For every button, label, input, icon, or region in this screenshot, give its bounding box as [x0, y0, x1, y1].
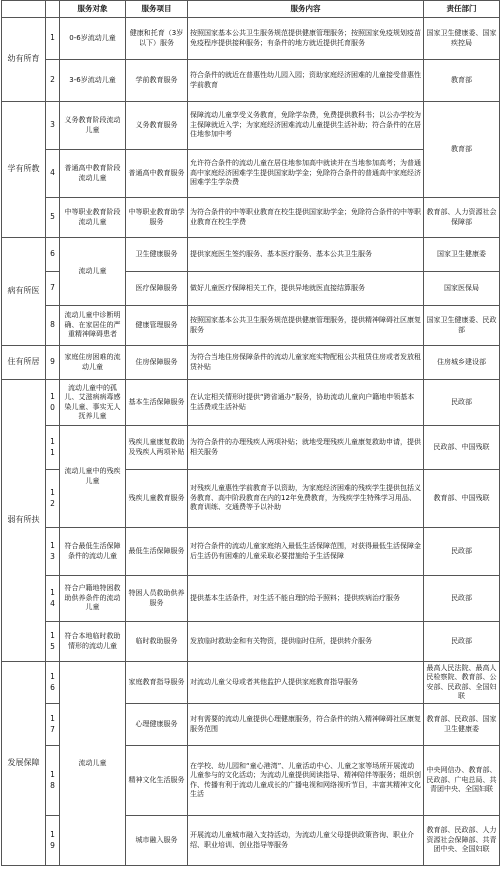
service-content: 为符合条件的办理残疾人两项补贴；就地受理残疾儿童康复救助申请，提供相关服务: [188, 426, 424, 470]
service-item: 特困人员救助供养服务: [126, 576, 188, 622]
service-object: 0-6岁流动儿童: [60, 18, 126, 60]
category-cell: 学有所教: [2, 102, 46, 238]
table-row: [2, 306, 500, 346]
responsible-dept: 国家卫生健康委: [424, 238, 500, 272]
table-row: [2, 622, 500, 662]
service-content: 为符合条件的中等职业教育在校生提供国家助学金；免除符合条件的中等职业教育在校生学费: [188, 198, 424, 238]
service-content: 提供家庭医生签约服务、基本医疗服务、基本公共卫生服务: [188, 238, 424, 272]
header-blank-2: [46, 1, 60, 18]
row-number: 2: [46, 60, 60, 102]
service-content: 符合条件的就近在普惠性幼儿园入园；资助家庭经济困难的儿童接受普惠性学前教育: [188, 60, 424, 102]
table-row: [2, 426, 500, 470]
responsible-dept: 教育部、民政部、国家卫生健康委: [424, 704, 500, 746]
row-number: 7: [46, 272, 60, 306]
service-object: 3-6岁流动儿童: [60, 60, 126, 102]
responsible-dept: 中央网信办、教育部、民政部、广电总局、共青团中央、全国妇联: [424, 746, 500, 816]
responsible-dept: 最高人民法院、最高人民检察院、教育部、公安部、民政部、全国妇联: [424, 662, 500, 704]
table-row: [2, 102, 500, 150]
service-content: 允许符合条件的流动儿童在居住地参加高中就读并在当地参加高考；为普通高中家庭经济困难学生提供国家助学金；免除符合条件的普通高中家庭经济困难学生学杂费: [188, 150, 424, 198]
table-row: [2, 662, 500, 704]
responsible-dept: 教育部、民政部、人力资源社会保障部、共青团中央、全国妇联: [424, 816, 500, 866]
service-object: 中等职业教育阶段流动儿童: [60, 198, 126, 238]
service-object: 符合最低生活保障条件的流动儿童: [60, 528, 126, 576]
responsible-dept: 国家医保局: [424, 272, 500, 306]
row-number: 15: [46, 622, 60, 662]
row-number: 17: [46, 704, 60, 746]
service-item: 卫生健康服务: [126, 238, 188, 272]
category-cell: 病有所医: [2, 238, 46, 346]
header-service-object: 服务对象: [60, 1, 126, 18]
header-row: [2, 1, 500, 18]
row-number: 9: [46, 346, 60, 380]
responsible-dept: 民政部: [424, 622, 500, 662]
service-content: 保障流动儿童享受义务教育，免除学杂费，免费提供教科书；以公办学校为主保障就近入学；为家庭经济困难流动儿童提供生活补助；符合条件的在居住地参加中考: [188, 102, 424, 150]
service-object: 普通高中教育阶段流动儿童: [60, 150, 126, 198]
responsible-dept: 民政部: [424, 380, 500, 426]
responsible-dept: 民政部: [424, 528, 500, 576]
service-item: 最低生活保障服务: [126, 528, 188, 576]
service-item: 住房保障服务: [126, 346, 188, 380]
table-row: [2, 380, 500, 426]
service-content: 为符合当地住房保障条件的流动儿童家庭实物配租公共租赁住房或者发放租赁补贴: [188, 346, 424, 380]
service-item: 心理健康服务: [126, 704, 188, 746]
responsible-dept: 教育部、人力资源社会保障部: [424, 198, 500, 238]
service-object: 流动儿童中的残疾儿童: [60, 426, 126, 528]
row-number: 3: [46, 102, 60, 150]
service-content: 对流动儿童父母或者其他监护人提供家庭教育指导服务: [188, 662, 424, 704]
service-item: 普通高中教育服务: [126, 150, 188, 198]
service-content: 在学校、幼儿园和“童心港湾”、儿童活动中心、儿童之家等场所开展流动儿童参与的文化活动；为流动儿童提供阅读指导、精神陪伴等服务；组织创作、传播有利于流动儿童成长的广播电视和网络视听节目，丰富其精神文化生活: [188, 746, 424, 816]
service-item: 残疾儿童康复救助及残疾人两项补贴: [126, 426, 188, 470]
service-object: 家庭住房困难的流动儿童: [60, 346, 126, 380]
service-content: 按照国家基本公共卫生服务规范提供健康管理服务；按照国家免疫规划疫苗免疫程序提供接种服务；有条件的地方就近提供托育服务: [188, 18, 424, 60]
header-responsible-dept: 责任部门: [424, 1, 500, 18]
service-object: 流动儿童: [60, 662, 126, 866]
row-number: 4: [46, 150, 60, 198]
category-cell: 幼有所育: [2, 18, 46, 102]
row-number: 18: [46, 746, 60, 816]
responsible-dept: 教育部、中国残联: [424, 470, 500, 528]
table-row: [2, 198, 500, 238]
service-content: 按照国家基本公共卫生服务规范提供健康管理服务，提供精神障碍社区康复服务: [188, 306, 424, 346]
category-cell: 弱有所扶: [2, 380, 46, 662]
service-content: 对符合条件的流动儿童家庭纳入最低生活保障范围，对获得最低生活保障金后生活仍有困难的儿童采取必要措施给予生活保障: [188, 528, 424, 576]
service-content: 做好儿童医疗保障相关工作，提供异地就医直接结算服务: [188, 272, 424, 306]
row-number: 1: [46, 18, 60, 60]
row-number: 8: [46, 306, 60, 346]
table-row: [2, 346, 500, 380]
service-item: 学前教育服务: [126, 60, 188, 102]
service-object: 流动儿童: [60, 238, 126, 306]
service-content: 开展流动儿童城市融入支持活动，为流动儿童父母提供政策咨询、职业介绍、职业培训、创业指导等服务: [188, 816, 424, 866]
table-row: [2, 18, 500, 60]
service-object: 流动儿童中的孤儿、艾滋病病毒感染儿童、事实无人抚养儿童: [60, 380, 126, 426]
responsible-dept: 教育部: [424, 102, 500, 198]
table-row: [2, 60, 500, 102]
row-number: 11: [46, 426, 60, 470]
service-item: 基本生活保障服务: [126, 380, 188, 426]
service-object: 义务教育阶段流动儿童: [60, 102, 126, 150]
responsible-dept: 住房城乡建设部: [424, 346, 500, 380]
service-content: 发放临时救助金和有关物资，提供临时住所，提供转介服务: [188, 622, 424, 662]
service-content: 在认定相关情形时提供“跨省通办”服务，协助流动儿童向户籍地申领基本生活费或生活补贴: [188, 380, 424, 426]
service-item: 残疾儿童教育服务: [126, 470, 188, 528]
header-service-content: 服务内容: [188, 1, 424, 18]
row-number: 6: [46, 238, 60, 272]
header-service-item: 服务项目: [126, 1, 188, 18]
service-item: 义务教育服务: [126, 102, 188, 150]
service-item: 中等职业教育助学服务: [126, 198, 188, 238]
responsible-dept: 国家卫生健康委、国家疾控局: [424, 18, 500, 60]
row-number: 12: [46, 470, 60, 528]
service-content: 对残疾儿童惠性学前教育予以资助，为家庭经济困难的残疾学生提供包括义务教育、高中阶段教育在内的12年免费教育，为残疾学生特殊学习用品、教育训练、交通费等予以补助: [188, 470, 424, 528]
row-number: 16: [46, 662, 60, 704]
service-item: 家庭教育指导服务: [126, 662, 188, 704]
service-content: 提供基本生活条件，对生活不能自理的给予照料；提供疾病治疗服务: [188, 576, 424, 622]
service-content: 对有需要的流动儿童提供心理健康服务，符合条件的纳入精神障碍社区康复服务范围: [188, 704, 424, 746]
service-item: 临时救助服务: [126, 622, 188, 662]
service-table: [1, 0, 500, 866]
category-cell: 发展保障: [2, 662, 46, 866]
row-number: 10: [46, 380, 60, 426]
service-object: 符合户籍地特困救助供养条件的流动儿童: [60, 576, 126, 622]
service-item: 精神文化生活服务: [126, 746, 188, 816]
service-item: 医疗保障服务: [126, 272, 188, 306]
responsible-dept: 民政部: [424, 576, 500, 622]
service-object: 流动儿童中诊断明确、在家居住的严重精神障碍患者: [60, 306, 126, 346]
category-cell: 住有所居: [2, 346, 46, 380]
table-row: [2, 238, 500, 272]
row-number: 13: [46, 528, 60, 576]
responsible-dept: 教育部: [424, 60, 500, 102]
service-item: 健康管理服务: [126, 306, 188, 346]
service-item: 健康和托育（3岁以下）服务: [126, 18, 188, 60]
service-item: 城市融入服务: [126, 816, 188, 866]
responsible-dept: 民政部、中国残联: [424, 426, 500, 470]
row-number: 19: [46, 816, 60, 866]
row-number: 14: [46, 576, 60, 622]
table-row: [2, 528, 500, 576]
responsible-dept: 国家卫生健康委、民政部: [424, 306, 500, 346]
table-row: [2, 576, 500, 622]
row-number: 5: [46, 198, 60, 238]
header-blank-1: [2, 1, 46, 18]
service-object: 符合本地临时救助情形的流动儿童: [60, 622, 126, 662]
